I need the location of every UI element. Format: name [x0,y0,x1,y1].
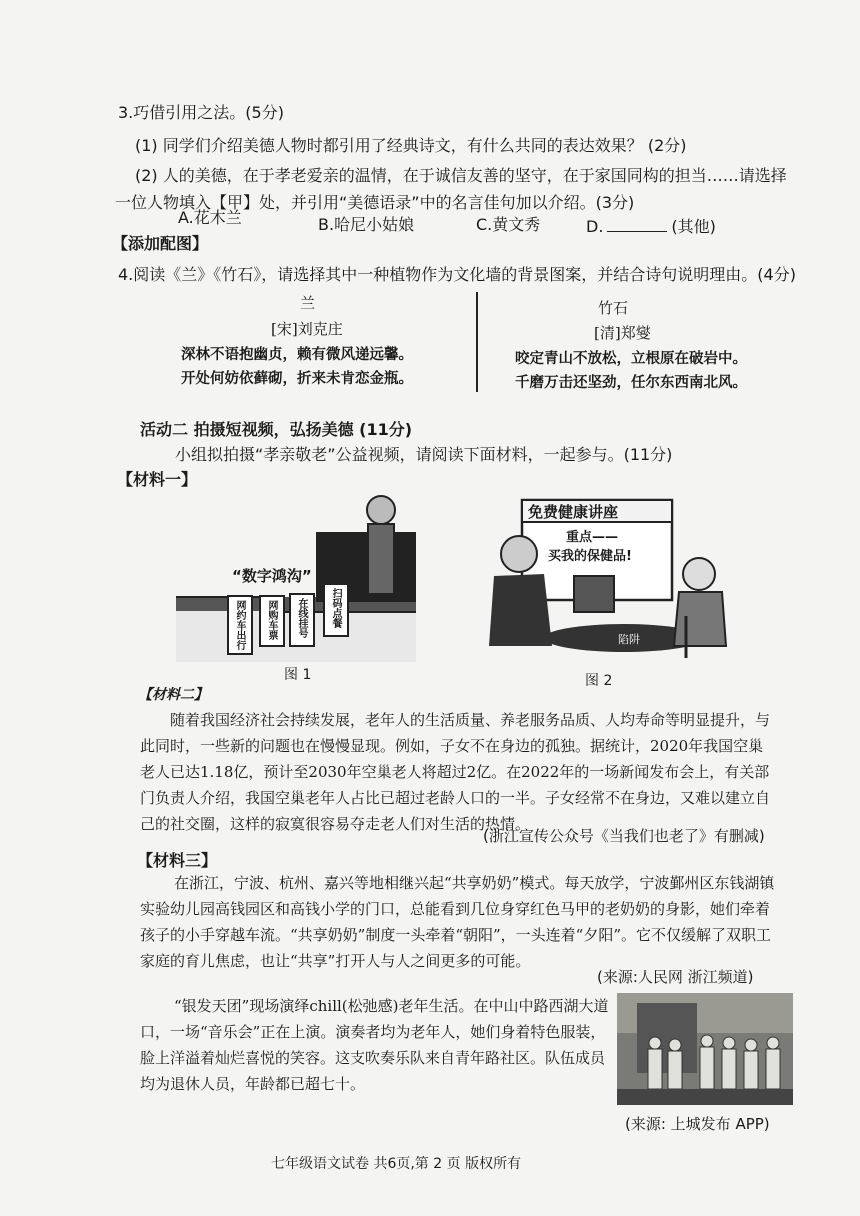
material-2-source: (浙江宣传公众号《当我们也老了》有删减) [483,827,765,845]
figure-1-caption: 图 1 [284,667,312,683]
fig1-card-3: 在线挂号 [296,598,307,638]
figure-1-banner: “数字鸿沟” [232,567,312,585]
question-3-1: (1) 同学们介绍美德人物时都引用了经典诗文，有什么共同的表达效果？ (2分) [135,136,687,155]
poem2-line1: 咬定青山不放松，立根原在破岩中。 [515,350,747,367]
poem2-title: 竹石 [598,299,629,317]
material-3-source-2: (来源: 上城发布 APP) [625,1115,770,1133]
option-a: A.花木兰 [178,208,242,227]
fig2-board-text2: 买我的保健品! [548,549,632,564]
material-2-text: 随着我国经济社会持续发展，老年人的生活质量、养老服务品质、人均寿命等明显提升，与此同时，一些新的问题也在慢慢显现。例如，子女不在身边的孤独。据统计，2020年我国空巢老人已达1.18亿，预计至2030年空巢老人将超过2亿。在2022年的一场新闻发布会上，有关部门负责人介绍，我国空巢老年人占比已超过老龄人口的一半。子女经常不在身边，又难以建立自己的社交圈，这样的寂寞很容易夺走老人们对生活的热情。 [140,711,771,833]
material-3-label: 【材料三】 [137,851,218,870]
option-b: B.哈尼小姑娘 [318,215,415,234]
fig2-trap-label: 陷阱 [618,633,640,646]
option-d-label: D. [586,217,604,236]
poem2-author: [清]郑燮 [594,324,651,342]
question-3-2-line1: (2) 人的美德，在于孝老爱亲的温情，在于诚信友善的坚守，在于家国同构的担当……请选择 [135,166,787,185]
material-1-label: 【材料一】 [117,470,198,489]
figure-2-caption: 图 2 [585,673,613,689]
poem2-line2: 千磨万击还坚劲，任尔东西南北风。 [515,374,747,391]
activity-2-intro: 小组拟拍摄“孝亲敬老”公益视频，请阅读下面材料，一起参与。(11分) [175,445,673,464]
answer-blank [607,217,667,232]
fig1-card-2: 网购车票 [266,600,277,640]
silver-band-photo [617,993,793,1105]
option-d [586,214,716,237]
option-other: (其他) [671,217,716,236]
poem1-line1: 深林不语抱幽贞，赖有微风递远馨。 [181,346,413,363]
material-3-source-1: (来源:人民网 浙江频道) [597,968,754,986]
add-image-heading: 【添加配图】 [112,234,209,253]
poem1-line2: 开处何妨依藓砌，折来未肯恋金瓶。 [181,370,413,387]
poem-divider [476,292,478,392]
page-footer: 七年级语文试卷 共6页,第 2 页 版权所有 [271,1156,522,1172]
activity-2-title: 活动二 拍摄短视频，弘扬美德 (11分) [140,420,413,439]
fig1-card-1: 网约车出行 [234,600,245,650]
fig2-board-title: 免费健康讲座 [528,503,619,521]
poem1-author: [宋]刘克庄 [271,320,343,338]
fig1-card-4: 扫码点餐 [330,588,341,628]
question-3-title: 3.巧借引用之法。(5分) [118,103,284,122]
material-3-text: 在浙江，宁波、杭州、嘉兴等地相继兴起“共享奶奶”模式。每天放学，宁波鄞州区东钱湖镇实验幼儿园高钱园区和高钱小学的门口，总能看到几位身穿红色马甲的老奶奶的身影，她们牵着孩子的小手穿越车流。“共享奶奶”制度一头牵着“朝阳”，一头连着“夕阳”。它不仅缓解了双职工家庭的育儿焦虑，也让“共享”打开人与人之间更多的可能。 [140,874,775,970]
option-c: C.黄文秀 [476,215,541,234]
question-3-2-line2: 一位人物填入【甲】处，并引用“美德语录”中的名言佳句加以介绍。(3分) [115,193,635,212]
question-4-title: 4.阅读《兰》《竹石》，请选择其中一种植物作为文化墙的背景图案，并结合诗句说明理由。(4分) [118,265,796,284]
poem1-title: 兰 [300,294,316,312]
material-3-text-2: “银发天团”现场演绎chill(松弛感)老年生活。在中山中路西湖大道口，一场“音乐会”正在上演。演奏者均为老年人，她们身着特色服装，脸上洋溢着灿烂喜悦的笑容。这支吹奏乐队来自青年路社区。队伍成员均为退休人员，年龄都已超七十。 [140,997,609,1093]
fig2-board-text1: 重点—— [566,530,619,545]
material-2-label: 【材料二】 [138,687,208,703]
